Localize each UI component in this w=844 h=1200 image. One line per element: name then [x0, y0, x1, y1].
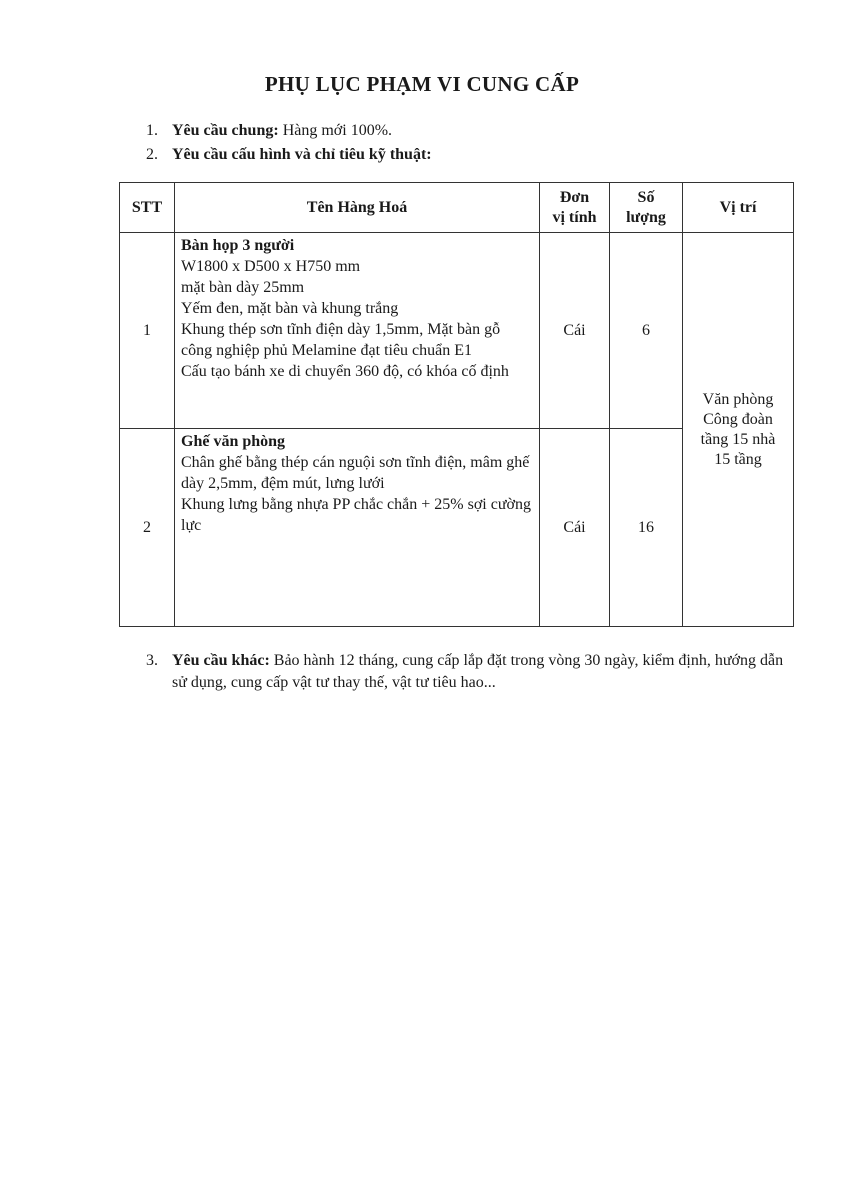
- header-location: Vị trí: [683, 183, 794, 233]
- item-spec-line: W1800 x D500 x H750 mm: [181, 258, 361, 275]
- item-spec-line: Khung thép sơn tĩnh điện dày 1,5mm, Mặt bàn gỗ công nghiệp phủ Melamine đạt tiêu chuẩn E1: [181, 321, 501, 359]
- requirement-general: [146, 120, 392, 142]
- row-stt: 2: [120, 429, 175, 627]
- table-row: [120, 233, 794, 429]
- item-spec-line: Khung lưng bằng nhựa PP chắc chắn + 25% sợi cường lực: [181, 496, 531, 534]
- header-qty-line1: Số: [637, 188, 655, 206]
- location-line: Công đoàn: [703, 410, 773, 428]
- requirement-number: 3.: [146, 652, 158, 669]
- row-item-description: [175, 233, 540, 429]
- location-line: tầng 15 nhà: [700, 430, 776, 448]
- row-qty: 16: [610, 429, 683, 627]
- header-unit: [540, 183, 610, 233]
- requirement-text: Bảo hành 12 tháng, cung cấp lắp đặt trong vòng 30 ngày, kiểm định, hướng dẫn sử dụng, cung cấp vật tư thay thế, vật tư tiêu hao...: [172, 652, 784, 691]
- item-spec-line: Cấu tạo bánh xe di chuyển 360 độ, có khóa cố định: [181, 363, 509, 380]
- location-line: 15 tầng: [714, 450, 762, 468]
- requirement-number: 1.: [146, 122, 158, 139]
- row-unit: Cái: [540, 233, 610, 429]
- requirement-text: Hàng mới 100%.: [278, 122, 393, 139]
- header-name: Tên Hàng Hoá: [175, 183, 540, 233]
- row-stt: 1: [120, 233, 175, 429]
- requirement-label: Yêu cầu chung:: [172, 122, 279, 139]
- requirement-number: 2.: [146, 146, 158, 163]
- header-stt: STT: [120, 183, 175, 233]
- header-unit-line1: Đơn: [559, 188, 590, 206]
- row-item-description: [175, 429, 540, 627]
- header-qty-line2: lượng: [626, 208, 666, 226]
- item-spec-line: Yếm đen, mặt bàn và khung trắng: [181, 300, 399, 317]
- page-title: PHỤ LỤC PHẠM VI CUNG CẤP: [264, 72, 580, 96]
- requirement-body: [146, 650, 786, 694]
- header-qty: [610, 183, 683, 233]
- requirement-spec: [146, 144, 432, 166]
- row-unit: Cái: [540, 429, 610, 627]
- location-cell: [683, 233, 794, 627]
- spec-table: [119, 182, 794, 627]
- table-header-row: [120, 183, 794, 233]
- requirement-other: [146, 650, 786, 694]
- requirement-label: Yêu cầu cấu hình và chỉ tiêu kỹ thuật:: [172, 146, 432, 163]
- item-title: Bàn họp 3 người: [181, 237, 295, 254]
- requirement-label: Yêu cầu khác:: [172, 652, 270, 669]
- item-title: Ghế văn phòng: [181, 433, 286, 450]
- location-line: Văn phòng: [702, 390, 774, 408]
- row-qty: 6: [610, 233, 683, 429]
- header-unit-line2: vị tính: [552, 208, 597, 226]
- item-spec-line: mặt bàn dày 25mm: [181, 279, 305, 296]
- item-spec-line: Chân ghế bằng thép cán nguội sơn tĩnh điện, mâm ghế dày 2,5mm, đệm mút, lưng lưới: [181, 454, 530, 492]
